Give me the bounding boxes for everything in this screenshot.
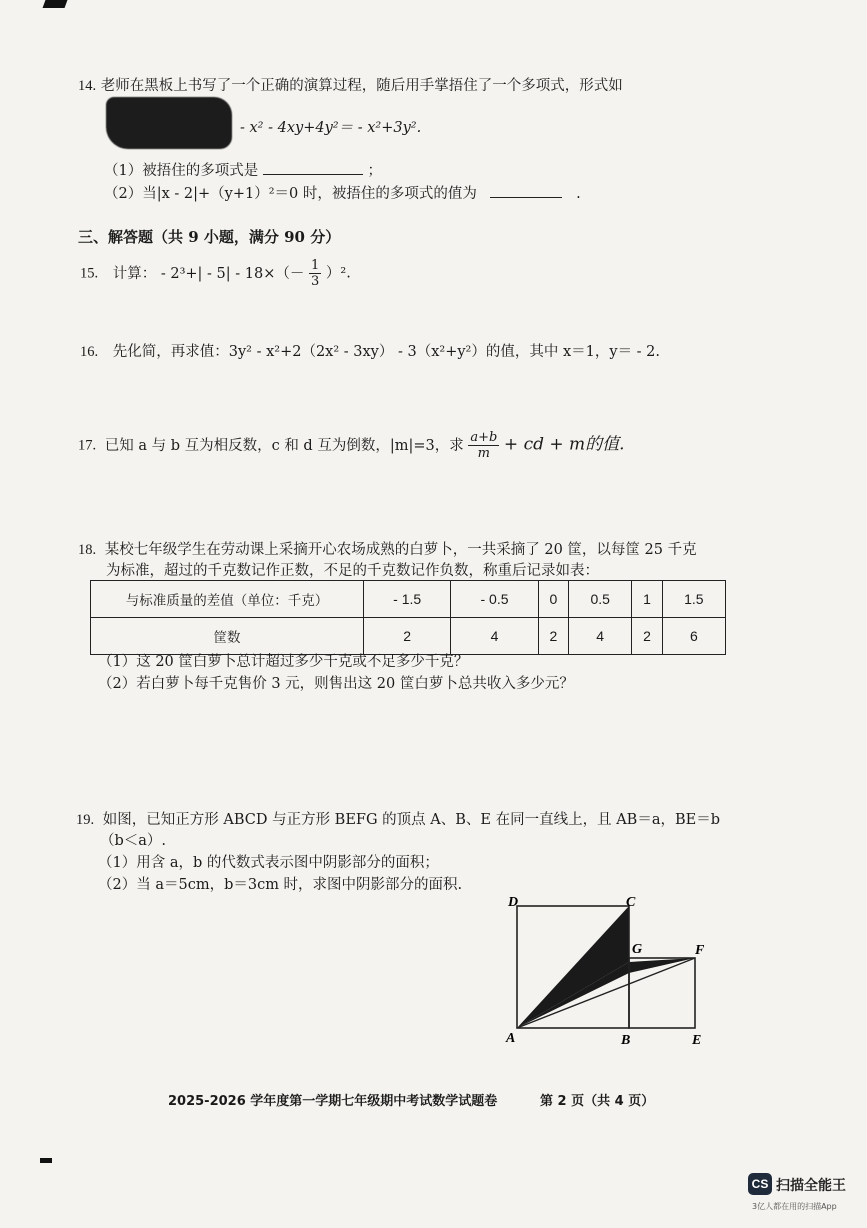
q17-number: 17. bbox=[78, 437, 97, 454]
q14-part1 bbox=[104, 161, 382, 181]
table-head-diff: 与标准质量的差值（单位：千克） bbox=[91, 581, 364, 618]
q14-part2-end: . bbox=[576, 186, 581, 202]
q15-fraction bbox=[309, 258, 321, 289]
label-e: E bbox=[692, 1033, 702, 1048]
q17-frac-top: a+b bbox=[470, 430, 498, 445]
table-cell: 2 bbox=[632, 618, 662, 655]
q17-fraction bbox=[468, 430, 499, 461]
q17-frac-bottom: m bbox=[477, 446, 490, 461]
label-a: A bbox=[506, 1031, 516, 1046]
q14-line1 bbox=[78, 76, 623, 96]
scanner-app-name: 扫描全能王 bbox=[776, 1178, 846, 1194]
q18-part2: （2）若白萝卜每千克售价 3 元，则售出这 20 筐白萝卜总共收入多少元？ bbox=[98, 676, 574, 692]
corner-mark-top bbox=[43, 0, 68, 8]
q19-text-1: 如图，已知正方形 ABCD 与正方形 BEFG 的顶点 A、B、E 在同一直线上，且 AB＝a，BE＝b bbox=[102, 812, 721, 828]
q14-part2 bbox=[104, 184, 581, 204]
q14-equation: - x² - 4xy+4y²＝ - x²+3y². bbox=[240, 120, 422, 136]
q15-frac-top: 1 bbox=[310, 258, 320, 273]
q16-number: 16. bbox=[80, 344, 99, 360]
table-head-count: 筐数 bbox=[91, 618, 364, 655]
label-g: G bbox=[632, 942, 643, 957]
q18-text-1: 某校七年级学生在劳动课上采摘开心农场成熟的白萝卜，一共采摘了 20 筐，以每筐 25 千克 bbox=[104, 542, 697, 558]
q18-table bbox=[90, 580, 726, 655]
section-title: 三、解答题（共 9 小题，满分 90 分） bbox=[78, 228, 341, 246]
label-b: B bbox=[621, 1033, 631, 1048]
shaded-triangle-acg bbox=[517, 906, 629, 1028]
table-cell: 0.5 bbox=[569, 581, 632, 618]
scanner-logo-icon: CS bbox=[748, 1173, 772, 1195]
q14-part1-end: ； bbox=[367, 163, 382, 179]
footer-page: 第 2 页（共 4 页） bbox=[540, 1094, 655, 1109]
q19-line2: （b＜a）. bbox=[100, 833, 167, 849]
table-cell: 1.5 bbox=[662, 581, 725, 618]
table-cell: 2 bbox=[364, 618, 451, 655]
q15-frac-bottom: 3 bbox=[310, 274, 320, 289]
q19-part1: （1）用含 a，b 的代数式表示图中阴影部分的面积； bbox=[98, 855, 439, 871]
table-row bbox=[91, 618, 726, 655]
scanner-app-tagline: 3亿人都在用的扫描App bbox=[752, 1202, 837, 1211]
hand-covered-polynomial bbox=[106, 97, 232, 149]
q14-part1-text: （1）被捂住的多项式是 bbox=[104, 163, 259, 179]
corner-mark-bottom bbox=[40, 1158, 52, 1163]
q19-line1 bbox=[76, 810, 720, 830]
q17 bbox=[78, 430, 625, 461]
q19-part2: （2）当 a＝5cm，b＝3cm 时，求图中阴影部分的面积. bbox=[98, 877, 463, 893]
table-cell: 0 bbox=[538, 581, 568, 618]
table-cell: 4 bbox=[569, 618, 632, 655]
q14-number: 14. bbox=[78, 78, 97, 94]
table-cell: 6 bbox=[662, 618, 725, 655]
table-cell: 2 bbox=[538, 618, 568, 655]
table-cell: 1 bbox=[632, 581, 662, 618]
table-cell: - 1.5 bbox=[364, 581, 451, 618]
q17-tail: + cd + m的值. bbox=[503, 434, 625, 455]
footer-title: 2025-2026 学年度第一学期七年级期中考试数学试题卷 bbox=[168, 1094, 498, 1109]
q14-text: 老师在黑板上书写了一个正确的演算过程，随后用手掌捂住了一个多项式，形式如 bbox=[100, 78, 623, 94]
q18-line1 bbox=[78, 540, 697, 560]
q15-tail: ）². bbox=[325, 265, 351, 282]
q14-part2-blank bbox=[490, 197, 562, 198]
q18-line2: 为标准，超过的千克数记作正数，不足的千克数记作负数，称重后记录如表： bbox=[106, 563, 599, 579]
q15 bbox=[80, 258, 351, 289]
q17-text: 已知 a 与 b 互为相反数，c 和 d 互为倒数，|m|=3，求 bbox=[104, 437, 464, 454]
label-d: D bbox=[508, 895, 519, 910]
q14-part2-text: （2）当|x - 2|+（y+1）²＝0 时，被捂住的多项式的值为 bbox=[104, 186, 477, 202]
q18-part1: （1）这 20 筐白萝卜总计超过多少千克或不足多少千克？ bbox=[98, 654, 469, 670]
label-c: C bbox=[626, 895, 636, 910]
table-cell: 4 bbox=[451, 618, 538, 655]
label-f: F bbox=[695, 943, 705, 958]
q16-text: 先化简，再求值：3y² - x²+2（2x² - 3xy） - 3（x²+y²）的值，其中 x＝1，y＝ - 2. bbox=[112, 344, 661, 360]
q15-number: 15. bbox=[80, 265, 99, 282]
square-figure bbox=[490, 880, 720, 1060]
table-row bbox=[91, 581, 726, 618]
q14-part1-blank bbox=[263, 174, 363, 175]
table-cell: - 0.5 bbox=[451, 581, 538, 618]
q15-text: 计算： - 2³+| - 5| - 18×（－ bbox=[112, 265, 305, 282]
q16 bbox=[80, 342, 660, 362]
q19-number: 19. bbox=[76, 812, 95, 828]
q18-number: 18. bbox=[78, 542, 97, 558]
